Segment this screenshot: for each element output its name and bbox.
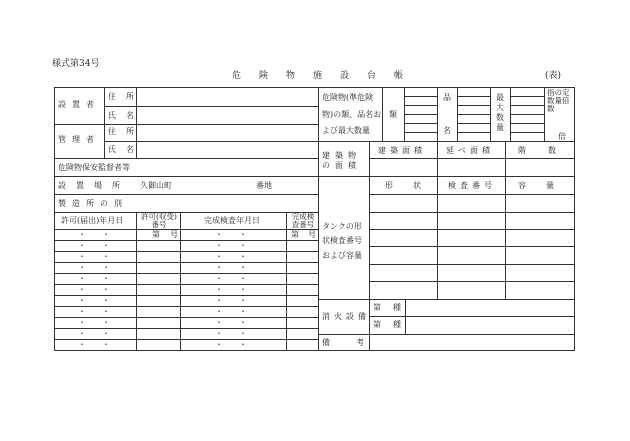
permit-date-cell: ・ ・ bbox=[78, 252, 110, 261]
completion-date-cell: ・ ・ bbox=[215, 230, 247, 239]
form-number: 様式第34号 bbox=[52, 59, 100, 69]
completion-date-cell: ・ ・ bbox=[215, 296, 247, 305]
fire-type-2: 第種 bbox=[373, 320, 413, 329]
completion-date-header: 完成検査年月日 bbox=[204, 216, 260, 225]
floor-area-header: 延べ面積 bbox=[446, 146, 494, 155]
permit-date-cell: ・ ・ bbox=[78, 285, 110, 294]
completion-date-cell: ・ ・ bbox=[215, 252, 247, 261]
permit-date-cell: ・ ・ bbox=[78, 340, 110, 349]
manager-address-label: 住所 bbox=[108, 127, 144, 136]
hazmat-type-line2: 物)の類、品名お bbox=[322, 110, 382, 119]
fire-type-1: 第種 bbox=[373, 303, 413, 312]
tank-label: タンクの形状検査番号および容量 bbox=[322, 222, 362, 260]
item-label: 品 bbox=[443, 93, 451, 102]
permit-number-cell: 第号 bbox=[152, 230, 188, 239]
form-side: (表) bbox=[545, 71, 562, 81]
permit-date-cell: ・ ・ bbox=[78, 241, 110, 250]
item-name-label: 名 bbox=[443, 126, 451, 135]
completion-date-cell: ・ ・ bbox=[215, 318, 247, 327]
permit-date-cell: ・ ・ bbox=[78, 274, 110, 283]
permit-date-cell: ・ ・ bbox=[78, 263, 110, 272]
permit-date-cell: ・ ・ bbox=[78, 318, 110, 327]
inspection-number-header: 検査番号 bbox=[448, 181, 496, 190]
remarks-label: 備考 bbox=[322, 338, 390, 347]
shape-header: 形状 bbox=[385, 181, 441, 190]
facility-type-label: 製造所の別 bbox=[58, 199, 128, 208]
installer-address-label: 住所 bbox=[108, 92, 144, 101]
capacity-header: 容量 bbox=[518, 181, 574, 190]
location-label: 設置場所 bbox=[58, 181, 130, 190]
permit-date-cell: ・ ・ bbox=[78, 307, 110, 316]
permit-date-cell: ・ ・ bbox=[78, 296, 110, 305]
building-area-header: 建築面積 bbox=[378, 146, 426, 155]
permit-date-cell: ・ ・ bbox=[78, 329, 110, 338]
completion-number-cell: 第号 bbox=[291, 230, 325, 239]
max-qty-label: 最大数量 bbox=[496, 93, 504, 132]
permit-date-cell: ・ ・ bbox=[78, 230, 110, 239]
completion-date-cell: ・ ・ bbox=[215, 307, 247, 316]
hazmat-type-line3: よび最大数量 bbox=[322, 126, 370, 135]
completion-date-cell: ・ ・ bbox=[215, 340, 247, 349]
fire-equipment-label: 消火設備 bbox=[322, 312, 370, 321]
manager-name-label: 氏名 bbox=[108, 145, 144, 154]
completion-date-cell: ・ ・ bbox=[215, 285, 247, 294]
completion-date-cell: ・ ・ bbox=[215, 241, 247, 250]
manager-label: 管理者 bbox=[58, 135, 100, 144]
completion-number-header: 完成検査番号 bbox=[291, 212, 315, 230]
installer-name-label: 氏名 bbox=[108, 111, 144, 120]
location-banchi: 番地 bbox=[256, 181, 272, 190]
installer-label: 設置者 bbox=[58, 100, 100, 109]
completion-date-cell: ・ ・ bbox=[215, 329, 247, 338]
times-label: 倍 bbox=[558, 132, 566, 141]
floors-header: 階数 bbox=[518, 146, 578, 155]
designated-qty-label: 指の定数量倍数 bbox=[547, 88, 570, 113]
class-label: 類 bbox=[389, 110, 397, 119]
page-title: 危険物施設台帳 bbox=[232, 71, 422, 81]
permit-date-header: 許可(届出)年月日 bbox=[61, 216, 124, 225]
completion-date-cell: ・ ・ bbox=[215, 263, 247, 272]
completion-date-cell: ・ ・ bbox=[215, 274, 247, 283]
building-area-label: 建築物の面積 bbox=[322, 151, 361, 170]
location-town: 久御山町 bbox=[140, 181, 172, 190]
supervisor-label: 危険物保安監督者等 bbox=[58, 163, 130, 172]
hazmat-type-line1: 危険物(準危険 bbox=[322, 93, 374, 102]
permit-number-header: 許可(収受)番号 bbox=[141, 212, 177, 230]
